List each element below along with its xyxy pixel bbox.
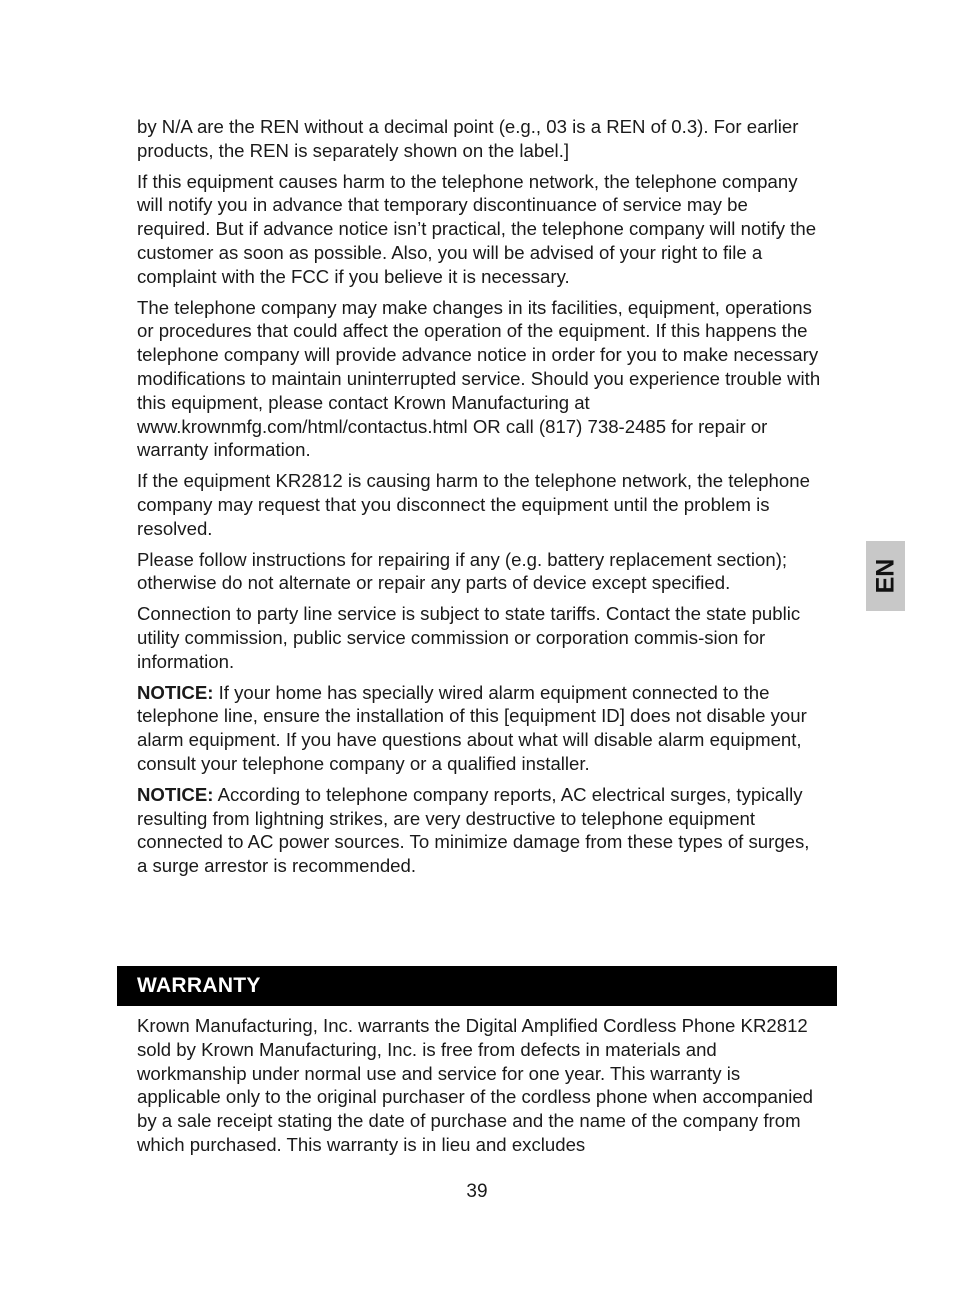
paragraph-network-harm: If this equipment causes harm to the telephone network, the telephone company will notify you in advance that temporary discontinuance of service may be required. But if advance notice isn’t practical, the telephone company will notify the customer as soon as possible. Also, you will be advised of your right to file a complaint with the FCC if you believe it is necessary. bbox=[137, 170, 817, 287]
paragraph-repair: Please follow instructions for repairing if any (e.g. battery replacement section); otherwise do not alternate or repair any parts of device except specified. bbox=[137, 548, 788, 594]
paragraph-ren-note: by N/A are the REN without a decimal point (e.g., 03 is a REN of 0.3). For earlier products, the REN is separately shown on the label.] bbox=[137, 116, 799, 161]
paragraph-facility-changes: The telephone company may make changes in its facilities, equipment, operations or procedures that could affect the operation of the equipment. If this happens the telephone company will provide advance notice in order for you to make necessary modifications to maintain uninterrupted service. Should you experience trouble with this equipment, please contact Krown Manufacturing at www.krownmfg.com/html/contactus.html OR call (817) 738-2485 for repair or warranty information. bbox=[137, 296, 821, 461]
language-tab-label: EN bbox=[871, 558, 899, 594]
paragraph-notice-alarm bbox=[137, 681, 822, 776]
page-body bbox=[137, 115, 822, 885]
warranty-section-header bbox=[117, 966, 837, 1006]
warranty-body bbox=[137, 1014, 822, 1164]
notice-text: According to telephone company reports, AC electrical surges, typically resulting from lightning strikes, are very destructive to telephone equipment connected to AC power sources. To minimize damage from these types of surges, a surge arrestor is recommended. bbox=[137, 783, 810, 877]
warranty-paragraph: Krown Manufacturing, Inc. warrants the Digital Amplified Cordless Phone KR2812 sold by Krown Manufacturing, Inc. is free from defects in materials and workmanship under normal use and service for one year. This warranty is applicable only to the original purchaser of the cordless phone when accompanied by a sale receipt stating the date of purchase and the name of the company from which purchased. This warranty is in lieu and excludes bbox=[137, 1015, 814, 1155]
paragraph-party-line: Connection to party line service is subject to state tariffs. Contact the state public utility commission, public service commission or corporation commis-sion for information. bbox=[137, 603, 801, 672]
paragraph-notice-surge bbox=[137, 783, 822, 878]
notice-label: NOTICE: bbox=[137, 681, 214, 703]
language-tab bbox=[866, 541, 905, 611]
notice-label: NOTICE: bbox=[137, 783, 214, 805]
notice-text: If your home has specially wired alarm equipment connected to the telephone line, ensure the installation of this [equipment ID] does not disable your alarm equipment. If you have questions about what will disable alarm equipment, consult your telephone company or a qualified installer. bbox=[137, 681, 807, 774]
warranty-title: WARRANTY bbox=[137, 974, 261, 997]
page-number: 39 bbox=[466, 1181, 488, 1202]
paragraph-disconnect: If the equipment KR2812 is causing harm to the telephone network, the telephone company may request that you disconnect the equipment until the problem is resolved. bbox=[137, 470, 810, 539]
